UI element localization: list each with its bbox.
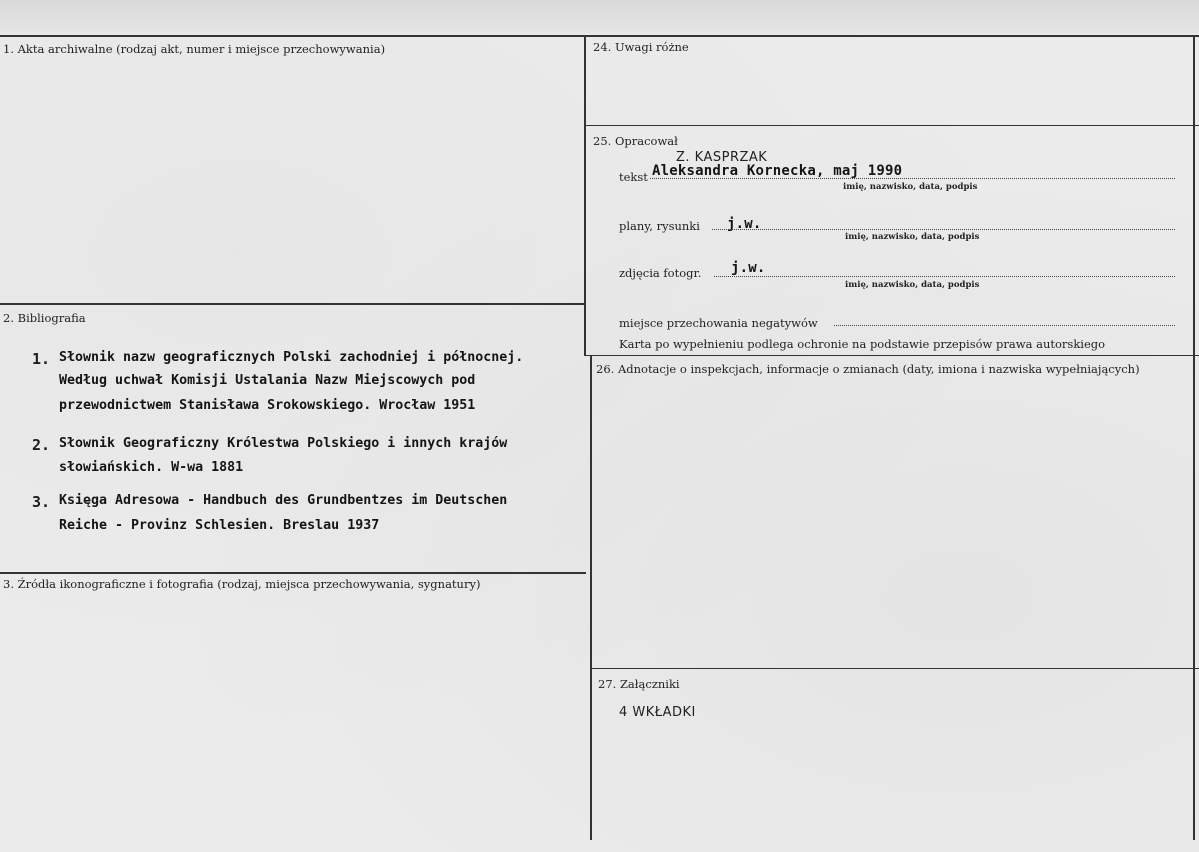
right-edge — [1193, 36, 1195, 840]
right-rule-25 — [586, 355, 1199, 356]
tekst-line — [650, 178, 1175, 179]
bib-item-line: Księga Adresowa - Handbuch des Grundbentzes im Deutschen — [59, 493, 508, 508]
section-26-label: 26. Adnotacje o inspekcjach, informacje o zmianach (daty, imiona i nazwiska wypełniających) — [596, 362, 1140, 376]
attachments-value: 4 WKŁADKI — [619, 705, 696, 720]
center-divider-lower — [590, 356, 592, 840]
section-24-label: 24. Uwagi różne — [593, 40, 689, 54]
bib-item-line: Słownik Geograficzny Królestwa Polskiego i innych krajów — [59, 436, 508, 451]
zdjecia-value: j.w. — [731, 260, 766, 276]
negatywy-label: miejsce przechowania negatywów — [619, 316, 818, 330]
bib-item-number: 2. — [32, 436, 51, 454]
plany-caption: imię, nazwisko, data, podpis — [845, 232, 980, 242]
copyright-note: Karta po wypełnieniu podlega ochronie na podstawie przepisów prawa autorskiego — [619, 337, 1106, 351]
tekst-label: tekst — [619, 170, 648, 184]
section-3-label: 3. Źródła ikonograficzne i fotografia (rodzaj, miejsca przechowywania, sygnatury) — [3, 577, 481, 591]
bib-item-number: 1. — [32, 350, 51, 368]
handwritten-name: Z. KASPRZAK — [676, 150, 768, 165]
bib-item-number: 3. — [32, 493, 51, 511]
plany-value: j.w. — [727, 216, 762, 232]
center-divider — [584, 36, 586, 356]
right-rule-24 — [586, 125, 1199, 126]
right-rule-26 — [590, 668, 1199, 669]
top-edge — [0, 0, 1199, 34]
zdjecia-line — [714, 276, 1175, 277]
zdjecia-label: zdjęcia fotogr. — [619, 266, 702, 280]
left-rule-1 — [0, 303, 586, 305]
plany-line — [712, 229, 1175, 230]
bib-item-line: słowiańskich. W-wa 1881 — [59, 460, 244, 475]
bib-item-line: Według uchwał Komisji Ustalania Nazw Miejscowych pod — [59, 373, 476, 388]
tekst-caption: imię, nazwisko, data, podpis — [843, 182, 978, 192]
bib-item-line: Słownik nazw geograficznych Polski zachodniej i północnej. — [59, 350, 524, 365]
bib-item-line: przewodnictwem Stanisława Srokowskiego. Wrocław 1951 — [59, 398, 476, 413]
zdjecia-caption: imię, nazwisko, data, podpis — [845, 280, 980, 290]
left-rule-2 — [0, 572, 586, 574]
top-rule — [0, 35, 1199, 37]
tekst-value: Aleksandra Kornecka, maj 1990 — [652, 163, 903, 179]
section-25-label: 25. Opracował — [593, 134, 678, 148]
bib-item-line: Reiche - Provinz Schlesien. Breslau 1937 — [59, 518, 380, 533]
section-1-label: 1. Akta archiwalne (rodzaj akt, numer i miejsce przechowywania) — [3, 42, 386, 56]
section-27-label: 27. Załączniki — [598, 677, 680, 691]
plany-label: plany, rysunki — [619, 219, 700, 233]
section-2-label: 2. Bibliografia — [3, 311, 86, 325]
negatywy-line — [834, 325, 1175, 326]
